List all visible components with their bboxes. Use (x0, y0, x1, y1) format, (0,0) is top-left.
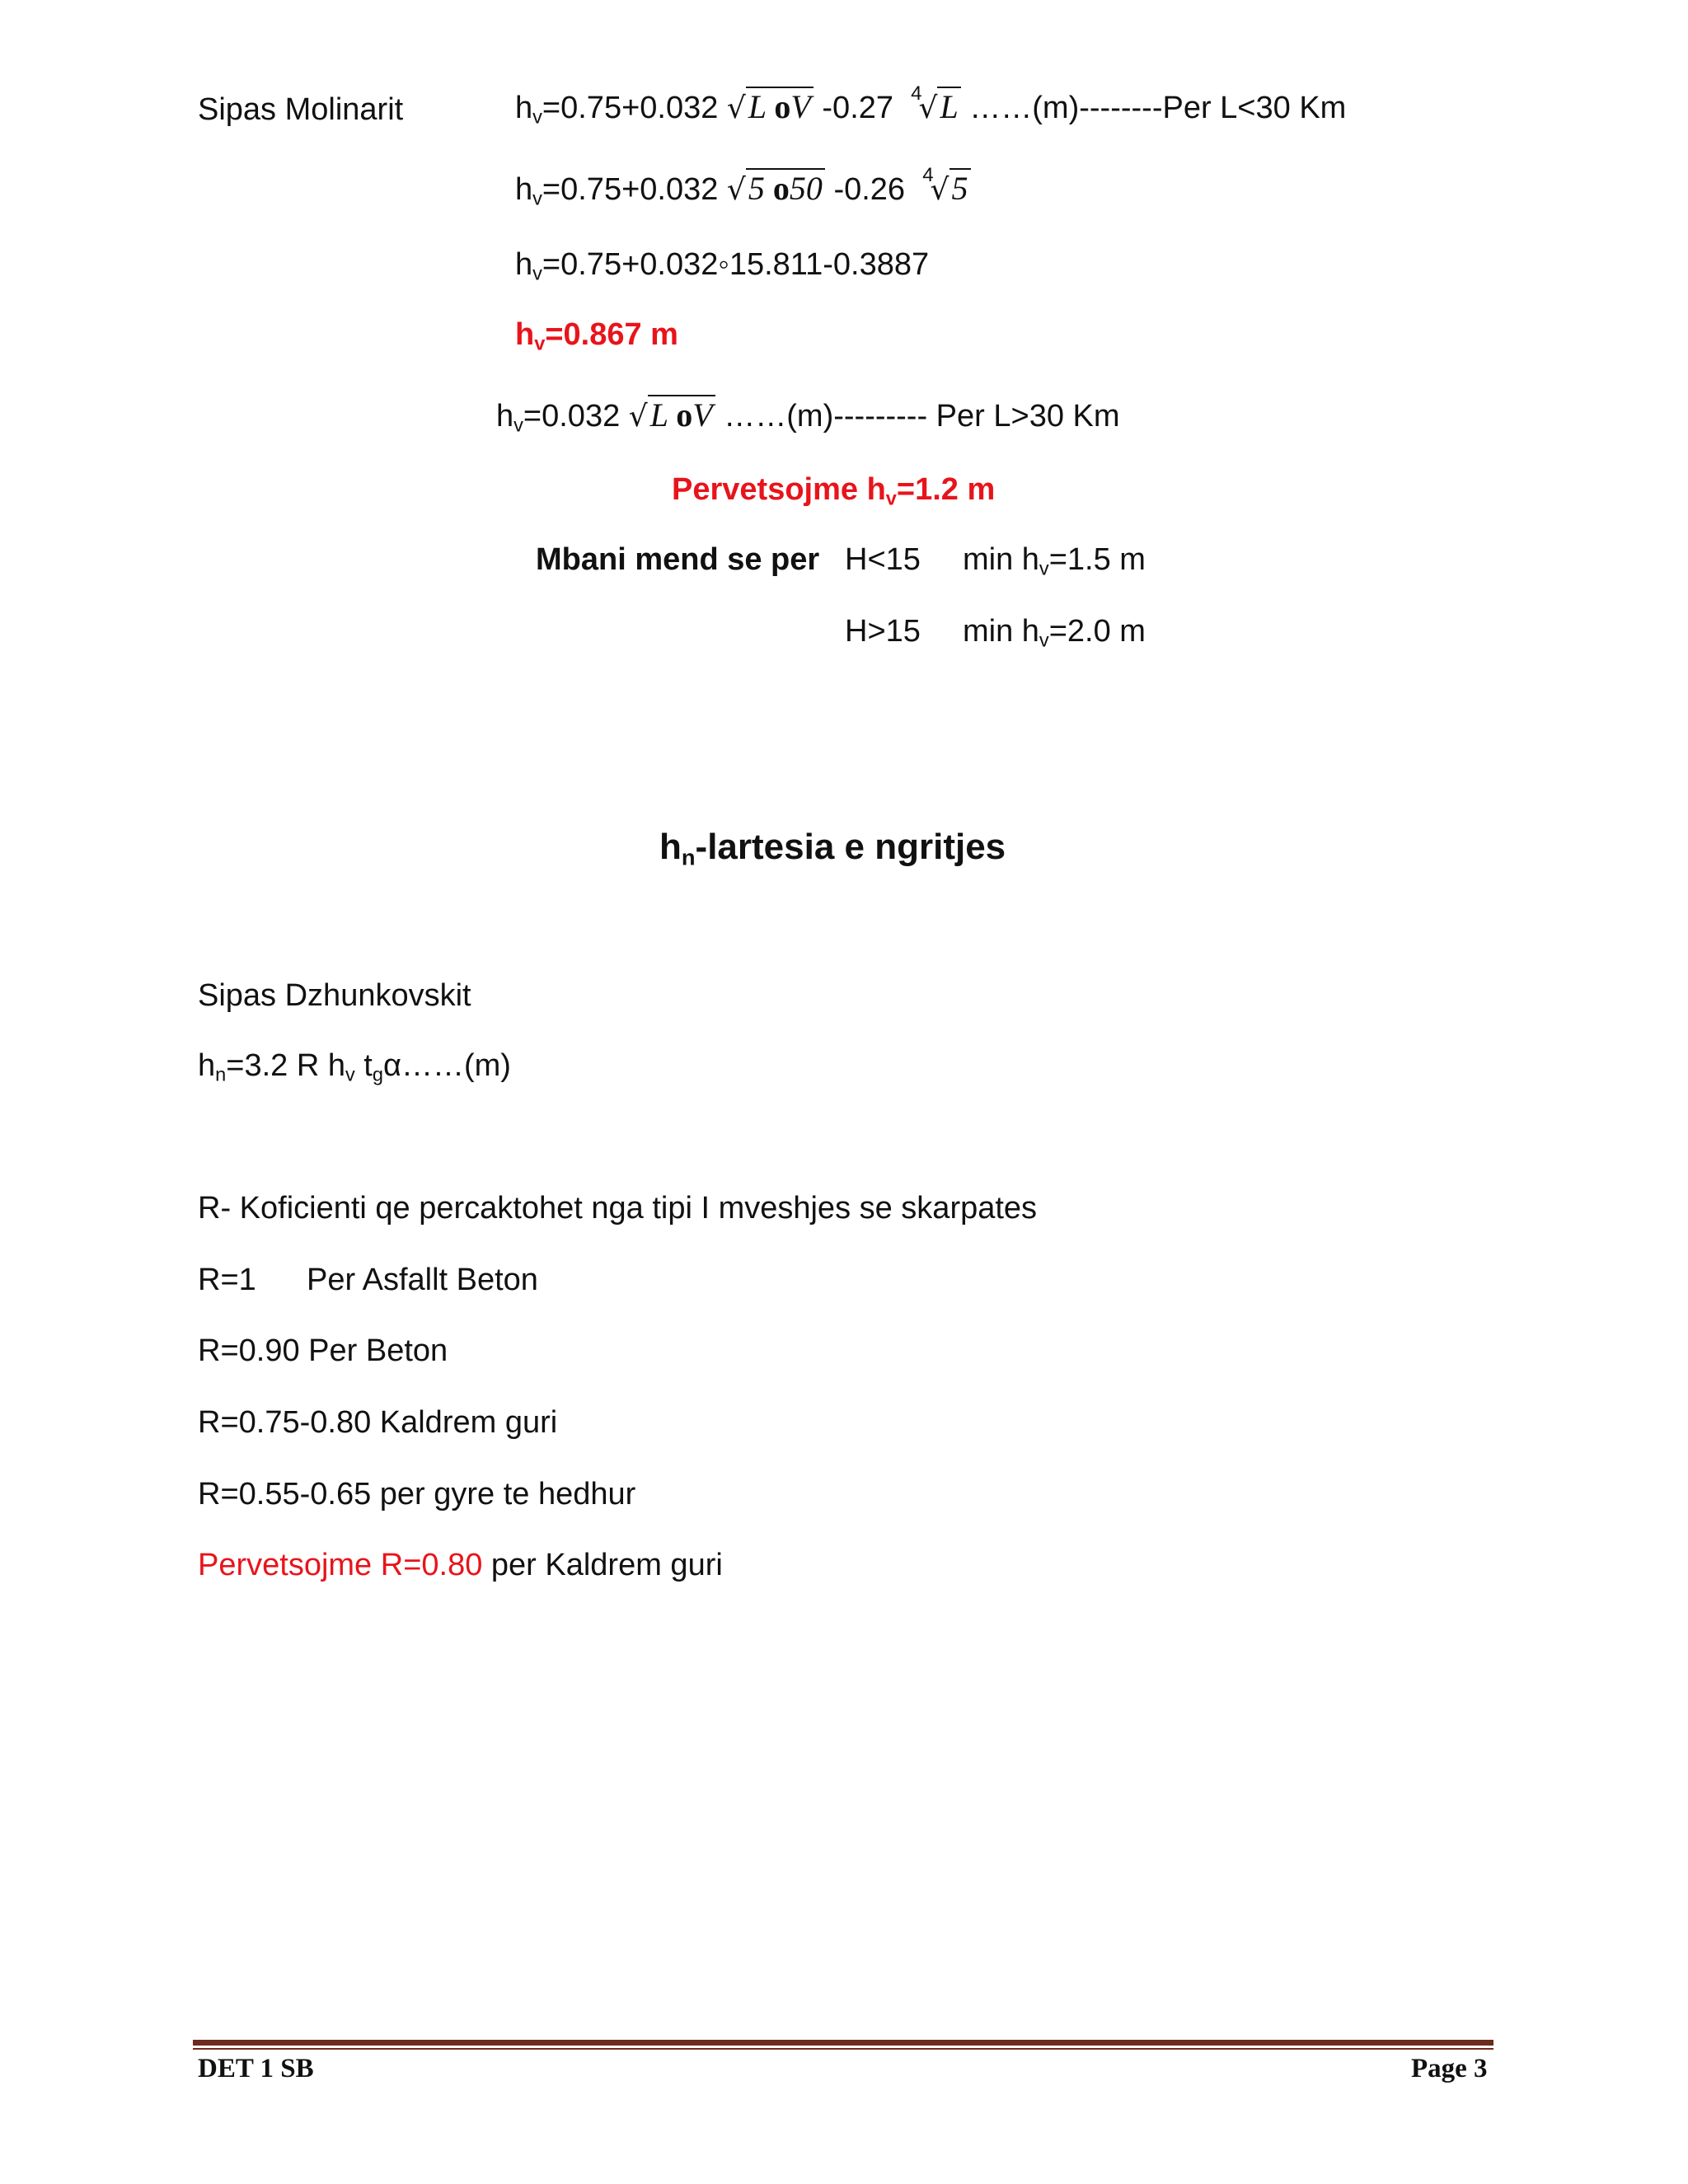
sqrt-l-o-v: √L oV (727, 87, 814, 126)
r-coefficient-description: R- Koficienti qe percaktohet nga tipi I mveshjes se skarpates (198, 1191, 1038, 1226)
sqrt-l-o-v-2: √L oV (629, 396, 715, 434)
footer-rule (193, 2040, 1493, 2046)
formula-molinari-substituted: $h_v=0.75+0.032$ √5 o50 -0.26 $^4$√5 (515, 169, 971, 208)
r-value-concrete: R=0.90 Per Beton (198, 1333, 448, 1368)
footer-rule-thin (193, 2048, 1493, 2050)
fourth-root-5: √5 (931, 169, 971, 208)
r-value-asphalt: R=1 (198, 1263, 256, 1297)
reminder-cond-1: H<15 (845, 542, 921, 577)
footer-page-number: Page 3 (1411, 2054, 1488, 2083)
reminder-cond-2: H>15 (845, 614, 921, 649)
footer-doc-id: DET 1 SB (198, 2054, 314, 2083)
reminder-label: Mbani mend se per (536, 542, 820, 577)
r-value-riprap: R=0.55-0.65 per gyre te hedhur (198, 1477, 636, 1511)
reminder-value-2: $\min h_v=2.0$ m (963, 614, 1146, 651)
r-value-asphalt-desc: Per Asfallt Beton (307, 1263, 538, 1297)
reminder-value-1: $\min h_v=1.5$ m (963, 542, 1146, 579)
sqrt-5-o-50: √5 o50 (727, 169, 825, 208)
formula-molinari-general: $h_v=0.75+0.032$ √L oV -0.27 $^4$√L ……(m)--------Per L<30 Km (515, 82, 1347, 128)
fourth-root-l: √L (919, 87, 961, 126)
adopted-hv: Pervetsojme $h_v=1.2$ m (672, 472, 996, 509)
dzhunkovski-label: Sipas Dzhunkovskit (198, 978, 471, 1013)
molinari-result: $h_v=0.867$ m (515, 317, 678, 354)
section-heading: $h_n$-lartesia e ngritjes (659, 827, 1006, 870)
adopted-r: Pervetsojme R=0.80 per Kaldrem guri (198, 1548, 723, 1582)
formula-molinari-evaluated: $h_v=0.75+0.032◦15.811-0.3887$ (515, 247, 930, 284)
formula-long-fetch: $h_v=0.032$ √L oV ……(m)--------- Per L>30 Km (496, 396, 1120, 436)
molinari-label: Sipas Molinarit (198, 92, 404, 127)
r-value-cobblestone: R=0.75-0.80 Kaldrem guri (198, 1405, 558, 1440)
dzhunkovski-formula: $h_n=3.2$ R $h_v$ $t_g\alpha\dots\dots(m)$ (198, 1048, 511, 1085)
